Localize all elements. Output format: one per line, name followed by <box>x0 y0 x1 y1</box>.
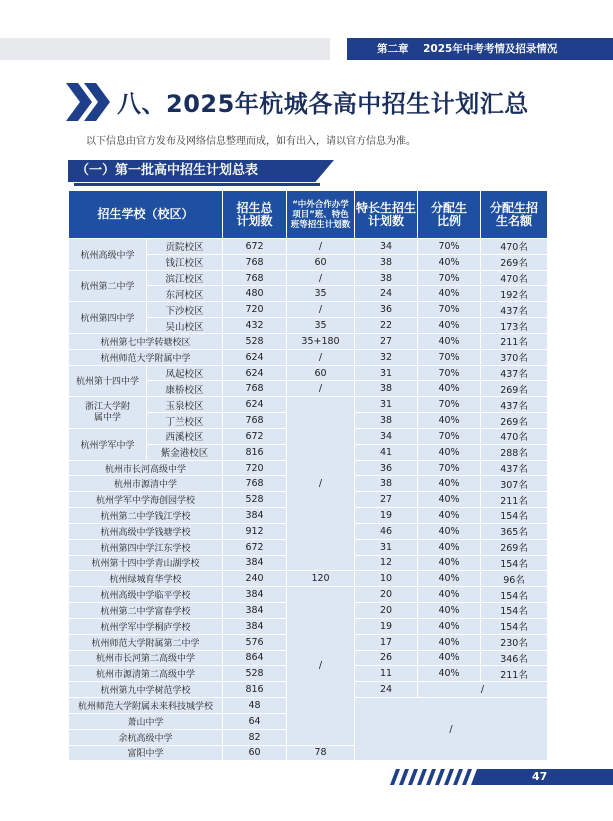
quota-cell: 307名 <box>481 476 548 492</box>
campus-name: 钱江校区 <box>147 254 223 270</box>
campus-name: 凤起校区 <box>147 365 223 381</box>
stripe-dash <box>212 183 216 186</box>
specialty-cell: 20 <box>355 587 418 603</box>
specialty-cell: 31 <box>355 365 418 381</box>
chapter-header: 第二章 2025年中考考情及招录情况 <box>347 38 613 60</box>
school-name: 杭州师范大学附属未来科技城学校 <box>69 698 223 714</box>
specialty-cell: 26 <box>355 650 418 666</box>
ratio-cell: 70% <box>418 239 481 255</box>
stripe-dash <box>206 183 210 186</box>
specialty-cell: 32 <box>355 349 418 365</box>
stripe-dash <box>248 183 252 186</box>
stripe-dash <box>188 183 192 186</box>
specialty-cell: 41 <box>355 444 418 460</box>
school-name: 杭州学军中学海创园学校 <box>69 492 223 508</box>
quota-cell: 365名 <box>481 523 548 539</box>
header-quota: 分配生招生名额 <box>481 191 548 239</box>
specialty-cell: 20 <box>355 603 418 619</box>
ratio-cell: 70% <box>418 270 481 286</box>
ratio-cell: 40% <box>418 666 481 682</box>
stripe-dash <box>170 183 174 186</box>
stripe-dash <box>152 183 156 186</box>
ratio-cell: 40% <box>418 603 481 619</box>
ratio-cell: 70% <box>418 302 481 318</box>
special-cell: 78 <box>287 745 355 761</box>
specialty-cell: 22 <box>355 318 418 334</box>
school-name: 富阳中学 <box>69 745 223 761</box>
stripe-dash <box>236 183 240 186</box>
ratio-quota-merged-cell: / <box>418 682 548 698</box>
stripe-dash <box>230 183 234 186</box>
specialty-cell: 38 <box>355 413 418 429</box>
total-cell: 82 <box>223 729 287 745</box>
ratio-cell: 40% <box>418 286 481 302</box>
specialty-cell: 38 <box>355 270 418 286</box>
ratio-cell: 40% <box>418 571 481 587</box>
table-row <box>69 239 548 255</box>
stripe-dash <box>242 183 246 186</box>
stripe-dash <box>122 183 126 186</box>
school-name: 杭州绿城育华学校 <box>69 571 223 587</box>
specialty-cell: 31 <box>355 539 418 555</box>
campus-name: 紫金港校区 <box>147 444 223 460</box>
specialty-cell: 11 <box>355 666 418 682</box>
section-title: （一）第一批高中招生计划总表 <box>76 163 259 178</box>
school-name: 杭州第十四中学 <box>69 365 147 397</box>
total-cell: 672 <box>223 239 287 255</box>
stripe-dash <box>218 183 222 186</box>
school-name: 浙江大学附属中学 <box>69 397 147 429</box>
quota-cell: 437名 <box>481 397 548 413</box>
specialty-cell: 38 <box>355 381 418 397</box>
total-cell: 768 <box>223 381 287 397</box>
quota-cell: 470名 <box>481 428 548 444</box>
special-cell: / <box>287 381 355 397</box>
campus-name: 滨江校区 <box>147 270 223 286</box>
school-name: 杭州高级中学钱塘学校 <box>69 523 223 539</box>
school-name: 杭州市源清第二高级中学 <box>69 666 223 682</box>
total-cell: 768 <box>223 270 287 286</box>
specialty-cell: 34 <box>355 239 418 255</box>
specialty-cell: 10 <box>355 571 418 587</box>
table-row <box>69 397 548 413</box>
stripe-dash <box>158 183 162 186</box>
specialty-cell: 17 <box>355 634 418 650</box>
ratio-cell: 70% <box>418 397 481 413</box>
quota-cell: 154名 <box>481 603 548 619</box>
table-row <box>69 587 548 603</box>
ratio-cell: 40% <box>418 318 481 334</box>
ratio-cell: 40% <box>418 444 481 460</box>
special-cell: 35+180 <box>287 333 355 349</box>
stripe-dash <box>74 183 78 186</box>
special-cell: / <box>287 270 355 286</box>
campus-name: 贡院校区 <box>147 239 223 255</box>
ratio-cell: 40% <box>418 508 481 524</box>
total-cell: 624 <box>223 349 287 365</box>
ratio-cell: 40% <box>418 539 481 555</box>
tail-merged-cell: / <box>355 698 548 761</box>
total-cell: 384 <box>223 587 287 603</box>
table-row <box>69 349 548 365</box>
stripe-dash <box>86 183 90 186</box>
table-row <box>69 270 548 286</box>
special-cell: 120 <box>287 571 355 587</box>
specialty-cell: 19 <box>355 618 418 634</box>
school-name: 杭州市长河第二高级中学 <box>69 650 223 666</box>
quota-cell: 211名 <box>481 666 548 682</box>
table-row <box>69 302 548 318</box>
total-cell: 768 <box>223 413 287 429</box>
school-name: 杭州师范大学附属第二中学 <box>69 634 223 650</box>
total-cell: 48 <box>223 698 287 714</box>
specialty-cell: 24 <box>355 286 418 302</box>
school-name: 杭州第二中学钱江学校 <box>69 508 223 524</box>
quota-cell: 173名 <box>481 318 548 334</box>
quota-cell: 154名 <box>481 508 548 524</box>
stripe-dash <box>272 183 276 186</box>
quota-cell: 288名 <box>481 444 548 460</box>
table-row <box>69 571 548 587</box>
specialty-cell: 27 <box>355 492 418 508</box>
special-cell: 60 <box>287 254 355 270</box>
campus-name: 玉泉校区 <box>147 397 223 413</box>
special-merged-cell: / <box>287 397 355 571</box>
table-row <box>69 365 548 381</box>
stripe-dash <box>308 183 312 186</box>
total-cell: 528 <box>223 333 287 349</box>
ratio-cell: 40% <box>418 333 481 349</box>
specialty-cell: 31 <box>355 397 418 413</box>
quota-cell: 269名 <box>481 381 548 397</box>
quota-cell: 192名 <box>481 286 548 302</box>
stripe-dash <box>314 183 318 186</box>
total-cell: 768 <box>223 254 287 270</box>
total-cell: 384 <box>223 618 287 634</box>
campus-name: 东河校区 <box>147 286 223 302</box>
footer-stripes <box>390 769 480 785</box>
specialty-cell: 24 <box>355 682 418 698</box>
quota-cell: 470名 <box>481 239 548 255</box>
stripe-dash <box>260 183 264 186</box>
ratio-cell: 70% <box>418 428 481 444</box>
total-cell: 60 <box>223 745 287 761</box>
section-stripe <box>74 183 320 186</box>
stripe-dash <box>146 183 150 186</box>
ratio-cell: 40% <box>418 650 481 666</box>
special-merged-cell: / <box>287 587 355 745</box>
specialty-cell: 34 <box>355 428 418 444</box>
stripe-dash <box>266 183 270 186</box>
stripe-dash <box>164 183 168 186</box>
header-special-program: “中外合作办学项目”班、特色班等招生计划数 <box>287 191 355 239</box>
quota-cell: 154名 <box>481 618 548 634</box>
quota-cell: 96名 <box>481 571 548 587</box>
total-cell: 720 <box>223 302 287 318</box>
stripe-dash <box>296 183 300 186</box>
header-ratio: 分配生比例 <box>418 191 481 239</box>
total-cell: 816 <box>223 682 287 698</box>
stripe-dash <box>182 183 186 186</box>
ratio-cell: 40% <box>418 476 481 492</box>
total-cell: 768 <box>223 476 287 492</box>
header-total: 招生总计划数 <box>223 191 287 239</box>
ratio-cell: 40% <box>418 492 481 508</box>
ratio-cell: 40% <box>418 555 481 571</box>
quota-cell: 230名 <box>481 634 548 650</box>
stripe-dash <box>290 183 294 186</box>
stripe-dash <box>284 183 288 186</box>
total-cell: 672 <box>223 428 287 444</box>
total-cell: 624 <box>223 397 287 413</box>
quota-cell: 269名 <box>481 413 548 429</box>
school-name: 杭州学军中学桐庐学校 <box>69 618 223 634</box>
quota-cell: 269名 <box>481 539 548 555</box>
stripe-dash <box>80 183 84 186</box>
school-name: 杭州市长河高级中学 <box>69 460 223 476</box>
total-cell: 384 <box>223 508 287 524</box>
specialty-cell: 27 <box>355 333 418 349</box>
special-cell: / <box>287 302 355 318</box>
total-cell: 480 <box>223 286 287 302</box>
campus-name: 康桥校区 <box>147 381 223 397</box>
ratio-cell: 40% <box>418 523 481 539</box>
stripe-dash <box>110 183 114 186</box>
total-cell: 720 <box>223 460 287 476</box>
stripe-dash <box>302 183 306 186</box>
stripe-dash <box>278 183 282 186</box>
stripe-dash <box>224 183 228 186</box>
total-cell: 384 <box>223 603 287 619</box>
total-cell: 384 <box>223 555 287 571</box>
school-name: 杭州第九中学树范学校 <box>69 682 223 698</box>
quota-cell: 437名 <box>481 460 548 476</box>
disclaimer-note: 以下信息由官方发布及网络信息整理而成，如有出入，请以官方信息为准。 <box>86 136 416 147</box>
school-name: 萧山中学 <box>69 713 223 729</box>
stripe-dash <box>194 183 198 186</box>
quota-cell: 470名 <box>481 270 548 286</box>
school-name: 杭州第四中学 <box>69 302 147 334</box>
enrollment-plan-table <box>68 190 548 761</box>
total-cell: 912 <box>223 523 287 539</box>
total-cell: 64 <box>223 713 287 729</box>
ratio-cell: 40% <box>418 618 481 634</box>
school-name: 杭州学军中学 <box>69 428 147 460</box>
specialty-cell: 36 <box>355 302 418 318</box>
header-specialty: 特长生招生计划数 <box>355 191 418 239</box>
special-cell: / <box>287 349 355 365</box>
ratio-cell: 40% <box>418 587 481 603</box>
header-grey-band <box>0 38 330 60</box>
quota-cell: 154名 <box>481 555 548 571</box>
quota-cell: 346名 <box>481 650 548 666</box>
ratio-cell: 70% <box>418 365 481 381</box>
specialty-cell: 38 <box>355 476 418 492</box>
quota-cell: 154名 <box>481 587 548 603</box>
stripe-dash <box>140 183 144 186</box>
quota-cell: 437名 <box>481 302 548 318</box>
school-name: 杭州师范大学附属中学 <box>69 349 223 365</box>
stripe-dash <box>104 183 108 186</box>
total-cell: 672 <box>223 539 287 555</box>
total-cell: 864 <box>223 650 287 666</box>
school-name: 杭州高级中学临平学校 <box>69 587 223 603</box>
table-row <box>69 333 548 349</box>
header-school: 招生学校（校区） <box>69 191 223 239</box>
school-name: 杭州高级中学 <box>69 239 147 271</box>
chevron-icon <box>66 83 112 121</box>
campus-name: 西溪校区 <box>147 428 223 444</box>
specialty-cell: 36 <box>355 460 418 476</box>
ratio-cell: 70% <box>418 460 481 476</box>
stripe-dash <box>254 183 258 186</box>
ratio-cell: 40% <box>418 381 481 397</box>
ratio-cell: 40% <box>418 254 481 270</box>
school-name: 余杭高级中学 <box>69 729 223 745</box>
total-cell: 576 <box>223 634 287 650</box>
total-cell: 528 <box>223 492 287 508</box>
quota-cell: 370名 <box>481 349 548 365</box>
specialty-cell: 38 <box>355 254 418 270</box>
campus-name: 下沙校区 <box>147 302 223 318</box>
specialty-cell: 46 <box>355 523 418 539</box>
ratio-cell: 70% <box>418 349 481 365</box>
ratio-cell: 40% <box>418 413 481 429</box>
stripe-dash <box>134 183 138 186</box>
special-cell: 35 <box>287 286 355 302</box>
campus-name: 吴山校区 <box>147 318 223 334</box>
special-cell: / <box>287 239 355 255</box>
specialty-cell: 19 <box>355 508 418 524</box>
school-name: 杭州第七中学转塘校区 <box>69 333 223 349</box>
school-name: 杭州第二中学 <box>69 270 147 302</box>
total-cell: 432 <box>223 318 287 334</box>
total-cell: 624 <box>223 365 287 381</box>
stripe-dash <box>92 183 96 186</box>
stripe-dash <box>98 183 102 186</box>
school-name: 杭州市源清中学 <box>69 476 223 492</box>
stripe-dash <box>200 183 204 186</box>
stripe-dash <box>176 183 180 186</box>
school-name: 杭州第十四中学青山湖学校 <box>69 555 223 571</box>
stripe-dash <box>128 183 132 186</box>
total-cell: 240 <box>223 571 287 587</box>
quota-cell: 211名 <box>481 492 548 508</box>
school-name: 杭州第二中学富春学校 <box>69 603 223 619</box>
quota-cell: 211名 <box>481 333 548 349</box>
stripe-dash <box>116 183 120 186</box>
page-title: 八、2025年杭城各高中招生计划汇总 <box>117 90 529 118</box>
quota-cell: 437名 <box>481 365 548 381</box>
special-cell: 60 <box>287 365 355 381</box>
total-cell: 816 <box>223 444 287 460</box>
specialty-cell: 12 <box>355 555 418 571</box>
ratio-cell: 40% <box>418 634 481 650</box>
campus-name: 丁兰校区 <box>147 413 223 429</box>
school-name: 杭州第四中学江东学校 <box>69 539 223 555</box>
page-number: 47 <box>480 769 613 785</box>
total-cell: 528 <box>223 666 287 682</box>
special-cell: 35 <box>287 318 355 334</box>
quota-cell: 269名 <box>481 254 548 270</box>
